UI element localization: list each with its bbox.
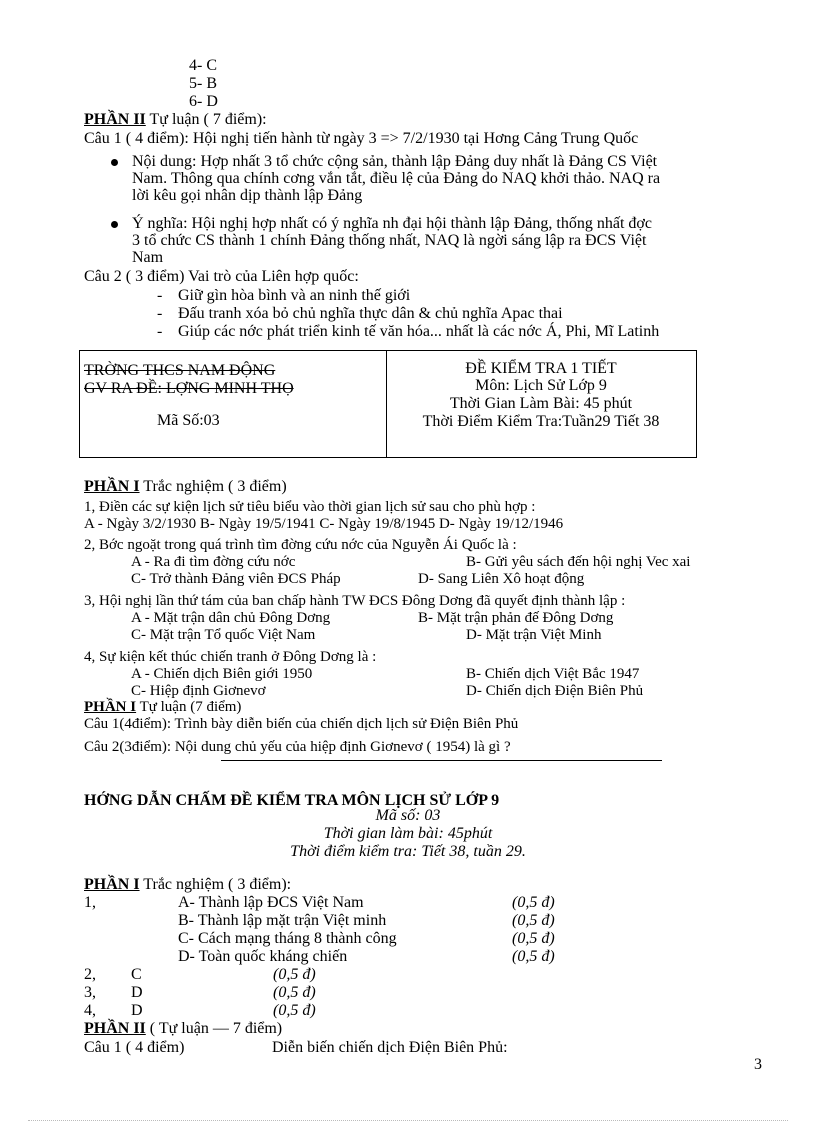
guide-duration: Thời gian làm bài: 45phút	[323, 825, 493, 842]
quiz-q1-options: A - Ngày 3/2/1930 B- Ngày 19/5/1941 C- Ngày 19/8/1945 D- Ngày 19/12/1946	[84, 516, 564, 532]
essay-heading-row	[84, 698, 241, 716]
guide-q1-c-score: (0,5 đ)	[512, 930, 555, 947]
teacher-name: GV RA ĐỀ: LỢNG MINH THỌ	[84, 380, 294, 397]
bullet1-line2: Nam. Thông qua chính cơng vắn tắt, điều lệ của Đảng do NAQ khởi thảo. NAQ ra	[132, 170, 661, 187]
part2-title: Tự luận ( 7 điểm):	[149, 111, 267, 128]
page-bottom-border	[28, 1120, 788, 1121]
guide-title: HỚNG DẪN CHẤM ĐỀ KIỂM TRA MÔN LỊCH SỬ LỚP 9	[84, 792, 500, 809]
quiz-q2: 2, Bớc ngoặt trong quá trình tìm đờng cứu nớc của Nguyễn Ái Quốc là :	[84, 537, 517, 553]
part2-heading-row	[84, 111, 267, 129]
guide-part1-heading: PHẦN I	[84, 876, 140, 893]
quiz-q4-c: C- Hiệp định Giơnevơ	[131, 683, 266, 699]
part2-heading: PHẦN II	[84, 111, 146, 128]
guide-q1-num: 1,	[84, 894, 96, 911]
guide-part2-title: ( Tự luận — 7 điểm)	[149, 1020, 283, 1037]
guide-q2-ans: C	[131, 966, 142, 983]
guide-q2-score: (0,5 đ)	[273, 966, 316, 983]
bullet-dot-1	[111, 159, 118, 166]
bullet1-line1: Nội dung: Hợp nhất 3 tổ chức cộng sản, thành lập Đảng duy nhất là Đảng CS Việt	[132, 153, 658, 170]
answer-6: 6- D	[189, 93, 218, 110]
quiz-q2-c: C- Trở thành Đảng viên ĐCS Pháp	[131, 571, 341, 587]
exam-code: Mã Số:03	[157, 412, 220, 429]
exam-subject: Môn: Lịch Sử Lớp 9	[475, 377, 607, 394]
guide-q3-score: (0,5 đ)	[273, 984, 316, 1001]
part1-heading-row	[84, 478, 287, 496]
quiz-q2-b: B- Gửi yêu sách đến hội nghị Vec xai	[466, 554, 691, 570]
quiz-q4: 4, Sự kiện kết thúc chiến tranh ở Đông Dơng là :	[84, 649, 377, 665]
separator-line	[221, 760, 662, 761]
q2-dash-3: -	[157, 323, 163, 340]
exam-title: ĐỀ KIỂM TRA 1 TIẾT	[465, 360, 617, 377]
q2-item-2: Đấu tranh xóa bỏ chủ nghĩa thực dân & chủ nghĩa Apac thai	[178, 305, 563, 322]
guide-timing: Thời điểm kiểm tra: Tiết 38, tuần 29.	[290, 843, 526, 860]
guide-q4-ans: D	[131, 1002, 143, 1019]
guide-part2-row	[84, 1020, 282, 1038]
guide-part1-row	[84, 876, 291, 894]
quiz-q4-a: A - Chiến dịch Biên giới 1950	[131, 666, 313, 682]
guide-q1-label: Câu 1 ( 4 điểm)	[84, 1039, 185, 1056]
quiz-q3: 3, Hội nghị lần thứ tám của ban chấp hành TW ĐCS Đông Dơng đã quyết định thành lập :	[84, 593, 626, 609]
guide-q4-num: 4,	[84, 1002, 96, 1019]
guide-q1-essay: Diễn biến chiến dịch Điện Biên Phủ:	[272, 1039, 508, 1056]
quiz-q4-d: D- Chiến dịch Điện Biên Phủ	[466, 683, 644, 699]
quiz-q2-d: D- Sang Liên Xô hoạt động	[418, 571, 585, 587]
quiz-q3-a: A - Mặt trận dân chủ Đông Dơng	[131, 610, 331, 626]
bullet2-line2: 3 tổ chức CS thành 1 chính Đảng thống nhất, NAQ là ngời sáng lập ra ĐCS Việt	[132, 232, 647, 249]
q2-dash-1: -	[157, 287, 163, 304]
exam-duration: Thời Gian Làm Bài: 45 phút	[449, 395, 633, 412]
q1-line: Câu 1 ( 4 điểm): Hội nghị tiến hành từ ngày 3 => 7/2/1930 tại Hơng Cảng Trung Quốc	[84, 130, 639, 147]
bullet-dot-2	[111, 221, 118, 228]
answer-4: 4- C	[189, 57, 217, 74]
q2-item-3: Giúp các nớc phát triển kinh tế văn hóa... nhất là các nớc Á, Phi, Mĩ Latinh	[178, 323, 660, 340]
quiz-q3-b: B- Mặt trận phản đế Đông Dơng	[418, 610, 614, 626]
q2-line: Câu 2 ( 3 điểm) Vai trò của Liên hợp quốc:	[84, 268, 359, 285]
essay-title: Tự luận (7 điểm)	[139, 699, 242, 715]
guide-q2-num: 2,	[84, 966, 96, 983]
guide-code: Mã số: 03	[375, 807, 441, 824]
bullet2-line3: Nam	[132, 249, 164, 266]
answer-5: 5- B	[189, 75, 217, 92]
guide-q1-b: B- Thành lập mặt trận Việt minh	[178, 912, 387, 929]
essay-heading: PHẦN I	[84, 699, 137, 715]
quiz-q3-c: C- Mặt trận Tổ quốc Việt Nam	[131, 627, 316, 643]
school-name: TRỜNG THCS NAM ĐỘNG	[84, 362, 276, 379]
guide-part1-title: Trắc nghiệm ( 3 điểm):	[143, 876, 292, 893]
part1-heading: PHẦN I	[84, 478, 140, 495]
q2-dash-2: -	[157, 305, 163, 322]
guide-q1-b-score: (0,5 đ)	[512, 912, 555, 929]
q2-item-1: Giữ gìn hòa bình và an ninh thế giới	[178, 287, 411, 304]
guide-q1-a-score: (0,5 đ)	[512, 894, 555, 911]
guide-q1-a: A- Thành lập ĐCS Việt Nam	[178, 894, 364, 911]
guide-q4-score: (0,5 đ)	[273, 1002, 316, 1019]
guide-part2-heading: PHẦN II	[84, 1020, 146, 1037]
essay-q2: Câu 2(3điểm): Nội dung chủ yếu của hiệp định Giơnevơ ( 1954) là gì ?	[84, 739, 511, 755]
part1-title: Trắc nghiệm ( 3 điểm)	[143, 478, 287, 495]
exam-timing: Thời Điểm Kiểm Tra:Tuần29 Tiết 38	[422, 413, 660, 430]
quiz-q1: 1, Điền các sự kiện lịch sử tiêu biểu vào thời gian lịch sử sau cho phù hợp :	[84, 499, 536, 515]
guide-q3-ans: D	[131, 984, 143, 1001]
essay-q1: Câu 1(4điểm): Trình bày diễn biến của chiến dịch lịch sử Điện Biên Phủ	[84, 716, 519, 732]
quiz-q2-a: A - Ra đi tìm đờng cứu nớc	[131, 554, 296, 570]
guide-q3-num: 3,	[84, 984, 96, 1001]
bullet2-line1: Ý nghĩa: Hội nghị hợp nhất có ý nghĩa nh đại hội thành lập Đảng, thống nhất đợc	[132, 215, 652, 232]
guide-q1-d-score: (0,5 đ)	[512, 948, 555, 965]
quiz-q3-d: D- Mặt trận Việt Minh	[466, 627, 602, 643]
guide-q1-d: D- Toàn quốc kháng chiến	[178, 948, 348, 965]
bullet1-line3: lời kêu gọi nhân dịp thành lập Đảng	[132, 187, 363, 204]
page-number: 3	[754, 1056, 762, 1073]
guide-q1-c: C- Cách mạng tháng 8 thành công	[178, 930, 397, 947]
quiz-q4-b: B- Chiến dịch Việt Bắc 1947	[466, 666, 640, 682]
